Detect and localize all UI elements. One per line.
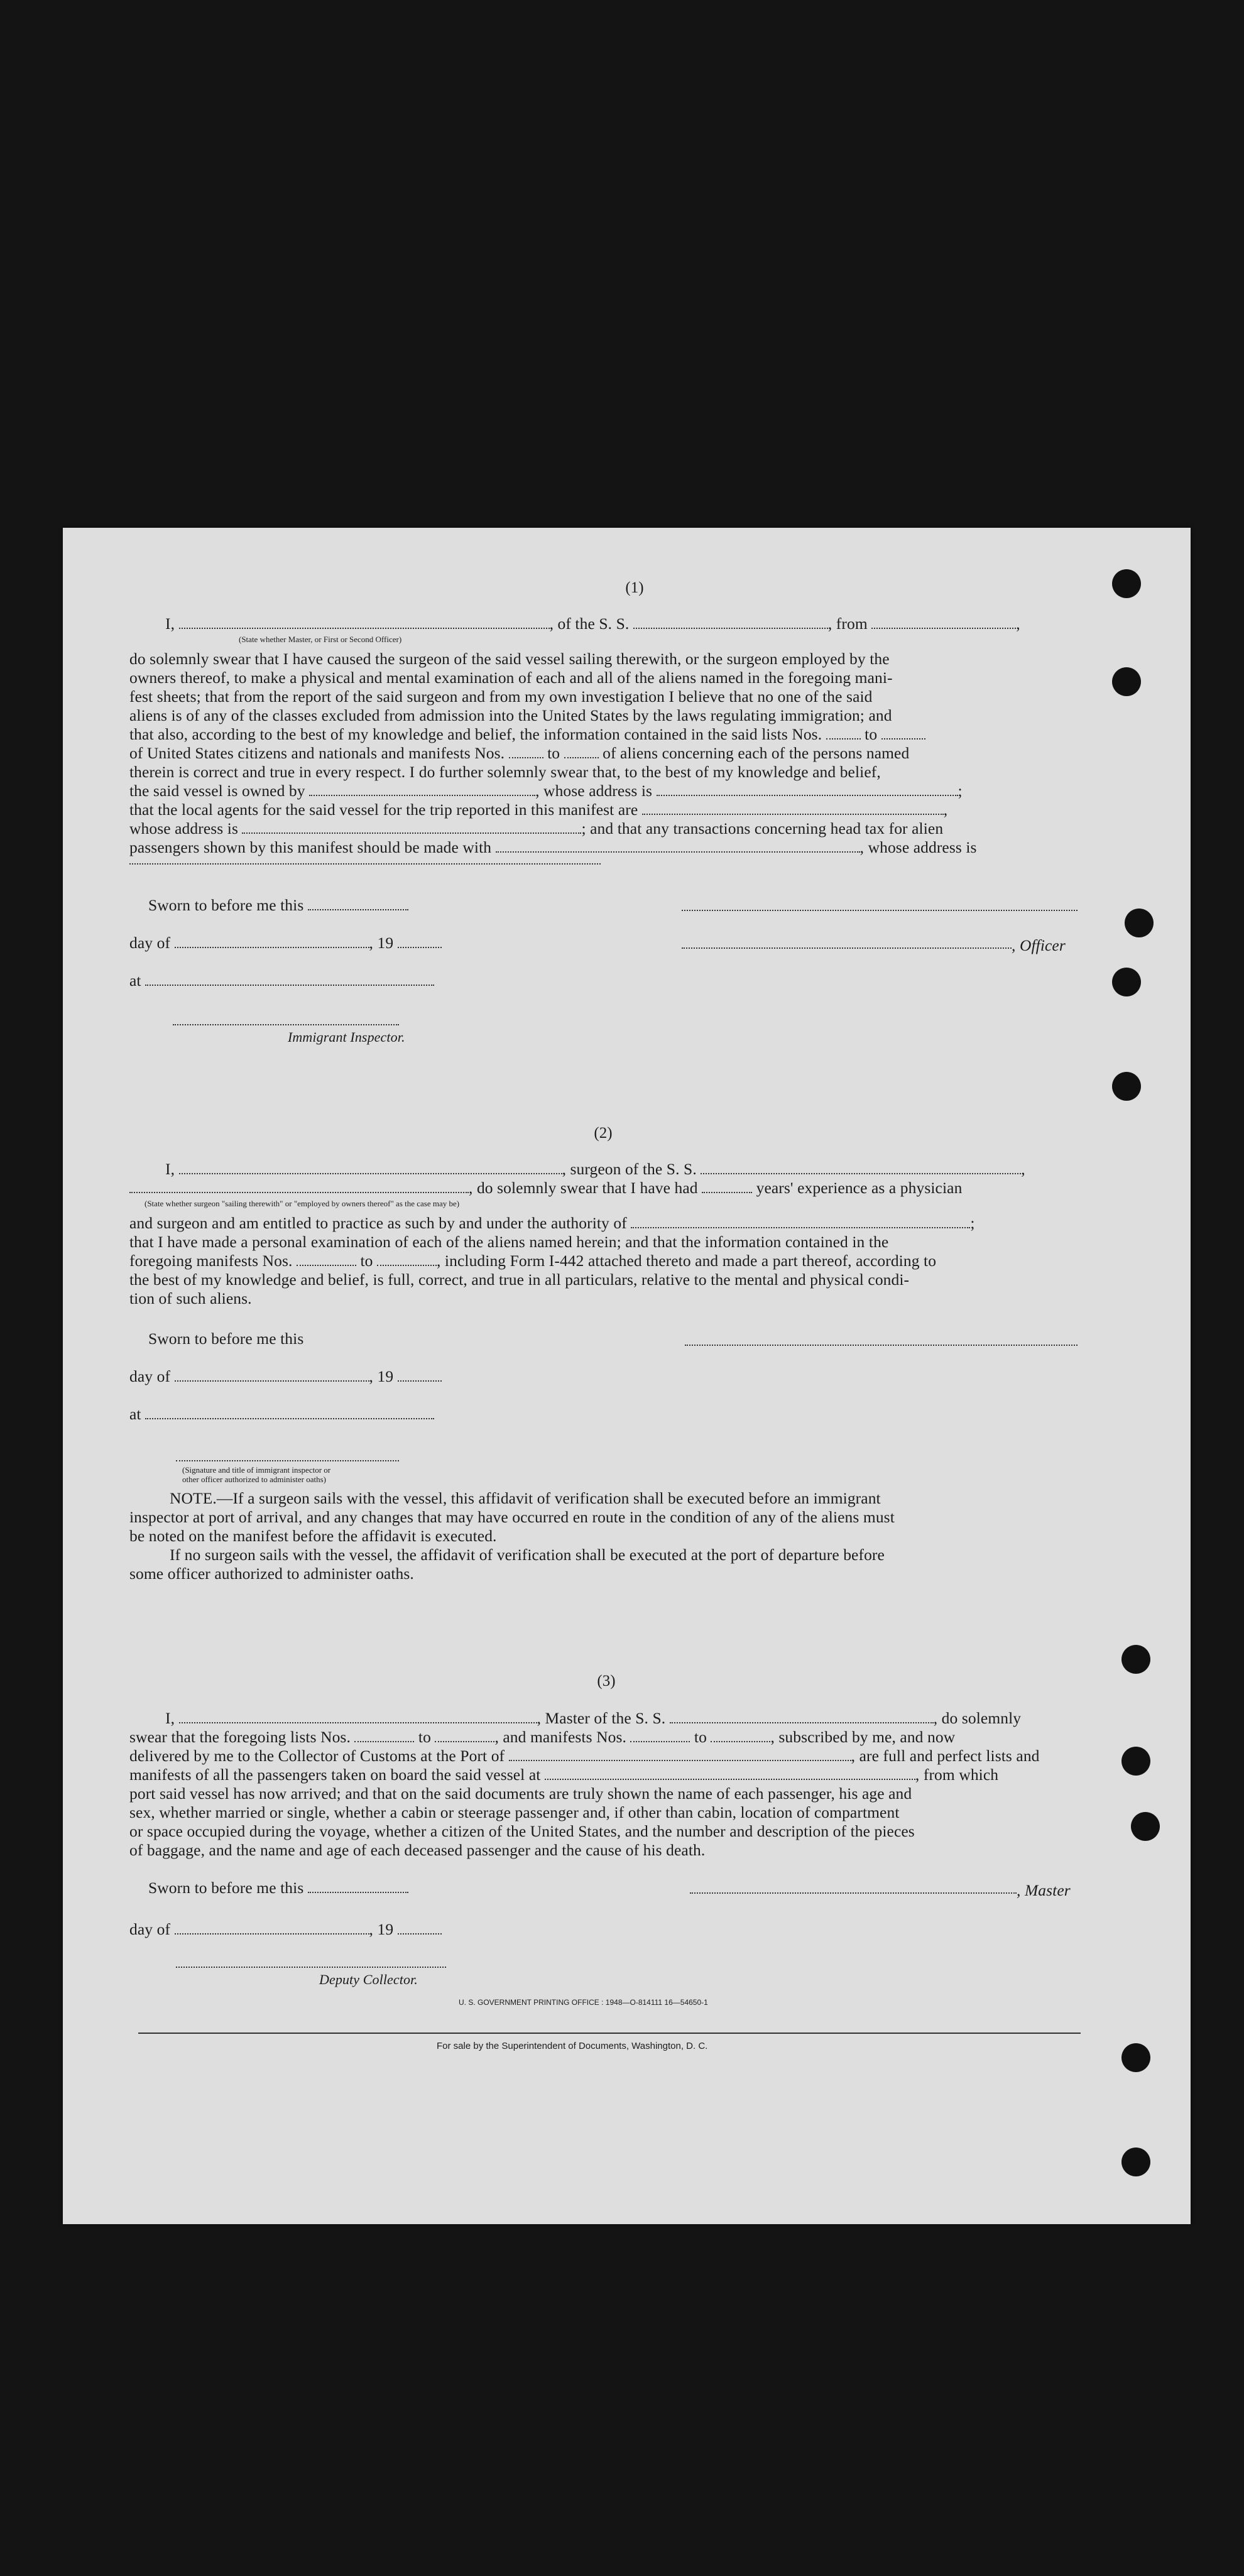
- note-line-3: be noted on the manifest before the affidavit is executed.: [129, 1527, 497, 1545]
- manifests-from-field-3[interactable]: [630, 1730, 690, 1742]
- manifests-to-field[interactable]: [564, 746, 599, 758]
- punch-hole: [1121, 2148, 1150, 2176]
- inspector-or-officer-signature-line[interactable]: [176, 1460, 399, 1461]
- head-tax-party-field[interactable]: [496, 840, 860, 853]
- text: ,: [1021, 1160, 1025, 1178]
- section-1-body-0: do solemnly swear that I have caused the surgeon of the said vessel sailing therewith, or the surgeon employed by the: [129, 650, 890, 668]
- officer-signature-line[interactable]: [682, 947, 1012, 949]
- section-3-number: (3): [597, 1673, 616, 1689]
- text: at: [129, 971, 141, 990]
- text: Sworn to before me this: [148, 1329, 304, 1348]
- text: , surgeon of the S. S.: [562, 1160, 697, 1178]
- agents-address-field[interactable]: [242, 821, 581, 834]
- section-1-sworn: [148, 896, 408, 915]
- text: , 19: [369, 1920, 394, 1938]
- punch-hole: [1125, 909, 1154, 937]
- text: foregoing manifests Nos.: [129, 1252, 293, 1270]
- section-2-number: (2): [594, 1125, 613, 1142]
- section-1-line-1: [165, 614, 1020, 633]
- text: swear that the foregoing lists Nos.: [129, 1728, 351, 1746]
- text: passengers shown by this manifest should be made with: [129, 838, 492, 856]
- section-1-body-2: fest sheets; that from the report of the said surgeon and from my own investigation I believe that no one of the said: [129, 687, 873, 706]
- text: ,: [943, 800, 948, 819]
- deputy-signature-line[interactable]: [176, 1967, 446, 1968]
- sworn-day-field[interactable]: [308, 898, 408, 910]
- section-2-body-0: [129, 1214, 975, 1233]
- note-line-5: some officer authorized to administer oaths.: [129, 1564, 414, 1583]
- section-3-line-6: sex, whether married or single, whether a cabin or steerage passenger and, if other than cabin, location of compartment: [129, 1803, 900, 1821]
- text: of United States citizens and nationals and manifests Nos.: [129, 744, 505, 762]
- section-1-body-10: [129, 838, 977, 857]
- text: , whose address is: [535, 782, 653, 800]
- surgeon-year-field[interactable]: [398, 1369, 442, 1382]
- sig-caption-2: other officer authorized to administer oaths): [182, 1475, 326, 1484]
- text: at: [129, 1405, 141, 1423]
- officer-label: , Officer: [1012, 936, 1066, 954]
- section-1-body-8: [129, 800, 947, 819]
- master-label: , Master: [1017, 1881, 1071, 1899]
- master-name-field-3[interactable]: [179, 1711, 537, 1723]
- section-1-body-7: [129, 782, 963, 800]
- master-name-field[interactable]: [179, 616, 550, 629]
- text: whose address is: [129, 819, 238, 838]
- year-field[interactable]: [398, 936, 442, 948]
- section-1-body-9: [129, 819, 943, 838]
- section-2-line-2: [129, 1179, 962, 1198]
- text: of aliens concerning each of the persons named: [603, 744, 910, 762]
- month-field[interactable]: [175, 936, 369, 948]
- local-agents-field[interactable]: [642, 802, 944, 815]
- section-2-body-2: [129, 1252, 936, 1270]
- text: , 19: [369, 1367, 394, 1385]
- punch-hole: [1112, 667, 1141, 696]
- text: , subscribed by me, and now: [770, 1728, 956, 1746]
- surgeon-month-field[interactable]: [175, 1369, 369, 1382]
- embarkation-field[interactable]: [545, 1767, 915, 1780]
- vessel-name-field[interactable]: [633, 616, 828, 629]
- text: I,: [165, 1160, 175, 1178]
- text: that also, according to the best of my knowledge and belief, the information contained in the said lists Nos.: [129, 725, 822, 743]
- manifests-to-field-3[interactable]: [711, 1730, 770, 1742]
- text: years' experience as a physician: [756, 1179, 963, 1197]
- section-2-at: [129, 1405, 434, 1424]
- owner-address-field[interactable]: [657, 783, 958, 796]
- text: , from: [827, 614, 868, 633]
- year-field-3[interactable]: [398, 1922, 442, 1935]
- signature-line-1[interactable]: [682, 910, 1078, 911]
- surgeon-signature-line[interactable]: [685, 1345, 1078, 1346]
- text: ,: [1016, 614, 1020, 633]
- punch-hole: [1121, 2043, 1150, 2072]
- caption-master-officer: (State whether Master, or First or Second Officer): [239, 635, 402, 644]
- punch-hole: [1112, 968, 1141, 996]
- section-1-body-6: therein is correct and true in every respect. I do further solemnly swear that, to the best of my knowledge and belief,: [129, 763, 881, 781]
- text: I,: [165, 614, 175, 633]
- text: to: [547, 744, 560, 762]
- vessel-name-field-3[interactable]: [670, 1711, 934, 1723]
- text: and surgeon and am entitled to practice as such by and under the authority of: [129, 1214, 627, 1232]
- text: to: [694, 1728, 707, 1746]
- text: , whose address is: [859, 838, 977, 856]
- owner-field[interactable]: [309, 783, 535, 796]
- section-2-line-1: [165, 1160, 1025, 1179]
- section-1-body-4: [129, 725, 925, 744]
- text: , and manifests Nos.: [494, 1728, 626, 1746]
- lists-from-field[interactable]: [826, 727, 861, 740]
- surgeon-type-field[interactable]: [129, 1181, 469, 1193]
- punch-hole: [1112, 1072, 1141, 1101]
- from-port-field[interactable]: [871, 616, 1016, 629]
- text: to: [360, 1252, 373, 1270]
- surgeon-place-field[interactable]: [145, 1407, 434, 1419]
- text: ; and that any transactions concerning head tax for alien: [581, 819, 944, 838]
- note-line-1: NOTE.—If a surgeon sails with the vessel, this affidavit of verification shall be executed before an immigrant: [170, 1489, 881, 1507]
- section-2-body-1: that I have made a personal examination of each of the aliens named herein; and that the information contained in the: [129, 1233, 889, 1251]
- section-3-day-of: [129, 1920, 442, 1939]
- section-1-body-3: aliens is of any of the classes excluded from admission into the United States by the laws regulating immigration; and: [129, 706, 892, 724]
- for-sale-line: For sale by the Superintendent of Documents, Washington, D. C.: [437, 2041, 708, 2051]
- section-1-number: (1): [625, 579, 644, 596]
- text: to: [418, 1728, 431, 1746]
- text: the said vessel is owned by: [129, 782, 305, 800]
- sworn-day-field-3[interactable]: [308, 1880, 408, 1893]
- section-2-body-3: the best of my knowledge and belief, is full, correct, and true in all particulars, relative to the mental and physical condi-: [129, 1270, 910, 1289]
- text: , from which: [915, 1766, 999, 1784]
- lists-to-field[interactable]: [881, 727, 925, 740]
- text: ;: [970, 1214, 975, 1232]
- surgeon-manifests-from-field[interactable]: [297, 1253, 356, 1266]
- section-2-body-4: tion of such aliens.: [129, 1289, 252, 1307]
- inspector-signature-line[interactable]: [173, 1024, 399, 1025]
- master-signature-line[interactable]: [690, 1892, 1017, 1894]
- section-3-line-8: of baggage, and the name and age of each deceased passenger and the cause of his death.: [129, 1841, 706, 1859]
- gpo-imprint: U. S. GOVERNMENT PRINTING OFFICE : 1948—O-814111 16—54650-1: [459, 1998, 708, 2007]
- month-field-3[interactable]: [175, 1922, 369, 1935]
- section-3-line-4: [129, 1766, 998, 1784]
- surgeon-manifests-to-field[interactable]: [377, 1253, 437, 1266]
- punch-hole: [1121, 1747, 1150, 1776]
- caption-surgeon-type: (State whether surgeon "sailing therewith" or "employed by owners thereof" as the case may be): [145, 1199, 460, 1208]
- lists-to-field-3[interactable]: [435, 1730, 494, 1742]
- section-3-line-5: port said vessel has now arrived; and that on the said documents are truly shown the name of each passenger, his age and: [129, 1784, 912, 1803]
- place-field[interactable]: [145, 973, 434, 986]
- surgeon-vessel-field[interactable]: [701, 1162, 1021, 1174]
- punch-hole: [1121, 1645, 1150, 1674]
- text: , are full and perfect lists and: [851, 1747, 1040, 1765]
- text: delivered by me to the Collector of Customs at the Port of: [129, 1747, 505, 1765]
- text: , do solemnly: [933, 1709, 1022, 1727]
- section-3-line-7: or space occupied during the voyage, whether a citizen of the United States, and the number and description of the pieces: [129, 1822, 915, 1840]
- deputy-collector-label: Deputy Collector.: [319, 1972, 418, 1987]
- form-sheet: [63, 528, 1191, 2224]
- section-1-at: [129, 971, 434, 990]
- punch-hole: [1131, 1812, 1160, 1841]
- section-3-line-3: [129, 1747, 1040, 1766]
- manifests-from-field[interactable]: [509, 746, 543, 758]
- section-1-body-5: [129, 744, 909, 763]
- punch-hole: [1112, 569, 1141, 598]
- text: I,: [165, 1709, 175, 1727]
- text: , do solemnly swear that I have had: [469, 1179, 698, 1197]
- text: Sworn to before me this: [148, 1879, 304, 1897]
- text: day of: [129, 934, 171, 952]
- text: day of: [129, 1920, 171, 1938]
- section-3-sworn: [148, 1879, 408, 1897]
- years-experience-field[interactable]: [702, 1181, 752, 1193]
- text: Sworn to before me this: [148, 896, 304, 914]
- text: , including Form I-442 attached thereto and made a part thereof, according to: [436, 1252, 937, 1270]
- sig-caption-1: (Signature and title of immigrant inspector or: [182, 1465, 331, 1475]
- text: manifests of all the passengers taken on board the said vessel at: [129, 1766, 541, 1784]
- note-line-2: inspector at port of arrival, and any changes that may have occurred en route in the condition of any of the aliens must: [129, 1508, 895, 1526]
- lists-from-field-3[interactable]: [354, 1730, 414, 1742]
- text: that the local agents for the said vessel for the trip reported in this manifest are: [129, 800, 638, 819]
- immigrant-inspector-label: Immigrant Inspector.: [288, 1029, 405, 1045]
- head-tax-address-field[interactable]: [129, 863, 601, 865]
- text: day of: [129, 1367, 171, 1385]
- text: to: [865, 725, 878, 743]
- section-2-sworn: [148, 1329, 303, 1348]
- section-3-line-2: [129, 1728, 955, 1747]
- surgeon-name-field[interactable]: [179, 1162, 562, 1174]
- section-1-body-1: owners thereof, to make a physical and mental examination of each and all of the aliens named in the foregoing mani-: [129, 669, 893, 687]
- section-1-day-of: [129, 934, 442, 952]
- text: ;: [958, 782, 963, 800]
- text: , Master of the S. S.: [537, 1709, 666, 1727]
- note-line-4: If no surgeon sails with the vessel, the affidavit of verification shall be executed at the port of departure before: [170, 1546, 885, 1564]
- authority-field[interactable]: [631, 1216, 970, 1228]
- section-3-line-1: [165, 1709, 1021, 1728]
- section-2-day-of: [129, 1367, 442, 1386]
- port-field[interactable]: [509, 1749, 851, 1761]
- text: , of the S. S.: [549, 614, 630, 633]
- text: , 19: [369, 934, 394, 952]
- footer-rule: [138, 2033, 1081, 2034]
